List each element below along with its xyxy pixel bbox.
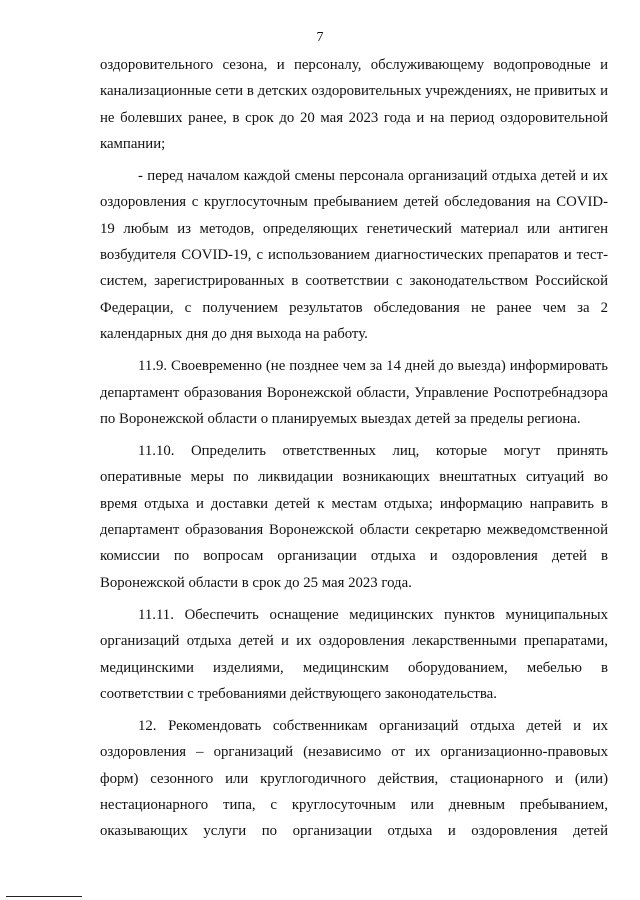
paragraph-12: 12. Рекомендовать собственникам организаций отдыха детей и их оздоровления – организаций (независимо от их организационно-правовых форм) сезонного или круглогодичного действия, стационарного и (или) нестационарного типа, с круглосуточным или дневным пребыванием, оказывающих услуги по организации отдыха и оздоровления детей: [100, 718, 608, 840]
paragraph-11-11: 11.11. Обеспечить оснащение медицинских пунктов муниципальных организаций отдыха детей и их оздоровления лекарственными препаратами, медицинскими изделиями, медицинским оборудованием, мебелью в соответствии с требованиями действующего законодательства.: [100, 606, 608, 702]
paragraph-11-9: 11.9. Своевременно (не позднее чем за 14 дней до выезда) информировать департамент образования Воронежской области, Управление Роспотребнадзора по Воронежской области о планируемых выездах детей за пределы региона.: [100, 358, 608, 427]
paragraph-covid-testing: - перед началом каждой смены персонала организаций отдыха детей и их оздоровления с круглосуточным пребыванием детей обследования на COVID-19 любым из методов, определяющих генетический материал или антиген возбудителя COVID-19, с использованием диагностических препаратов и тест-систем, зарегистрированных в соответствии с законодательством Российской Федерации, с получением результатов обследования не ранее чем за 2 календарных дня до дня выхода на работу.: [100, 168, 608, 342]
paragraph-11-10: 11.10. Определить ответственных лиц, которые могут принять оперативные меры по ликвидации возникающих внештатных ситуаций во время отдыха и доставки детей к местам отдыха; информацию направить в департамент образования Воронежской области секретарю межведомственной комиссии по вопросам организации отдыха и оздоровления детей в Воронежской области в срок до 25 мая 2023 года.: [100, 443, 608, 591]
document-body: [100, 52, 608, 851]
footnote-divider: [6, 896, 82, 897]
paragraph-continuation: оздоровительного сезона, и персоналу, обслуживающему водопроводные и канализационные сети в детских оздоровительных учреждениях, не привитых и не болевших ранее, в срок до 20 мая 2023 года и на период оздоровительной кампании;: [100, 57, 608, 152]
page-number: 7: [316, 30, 324, 45]
